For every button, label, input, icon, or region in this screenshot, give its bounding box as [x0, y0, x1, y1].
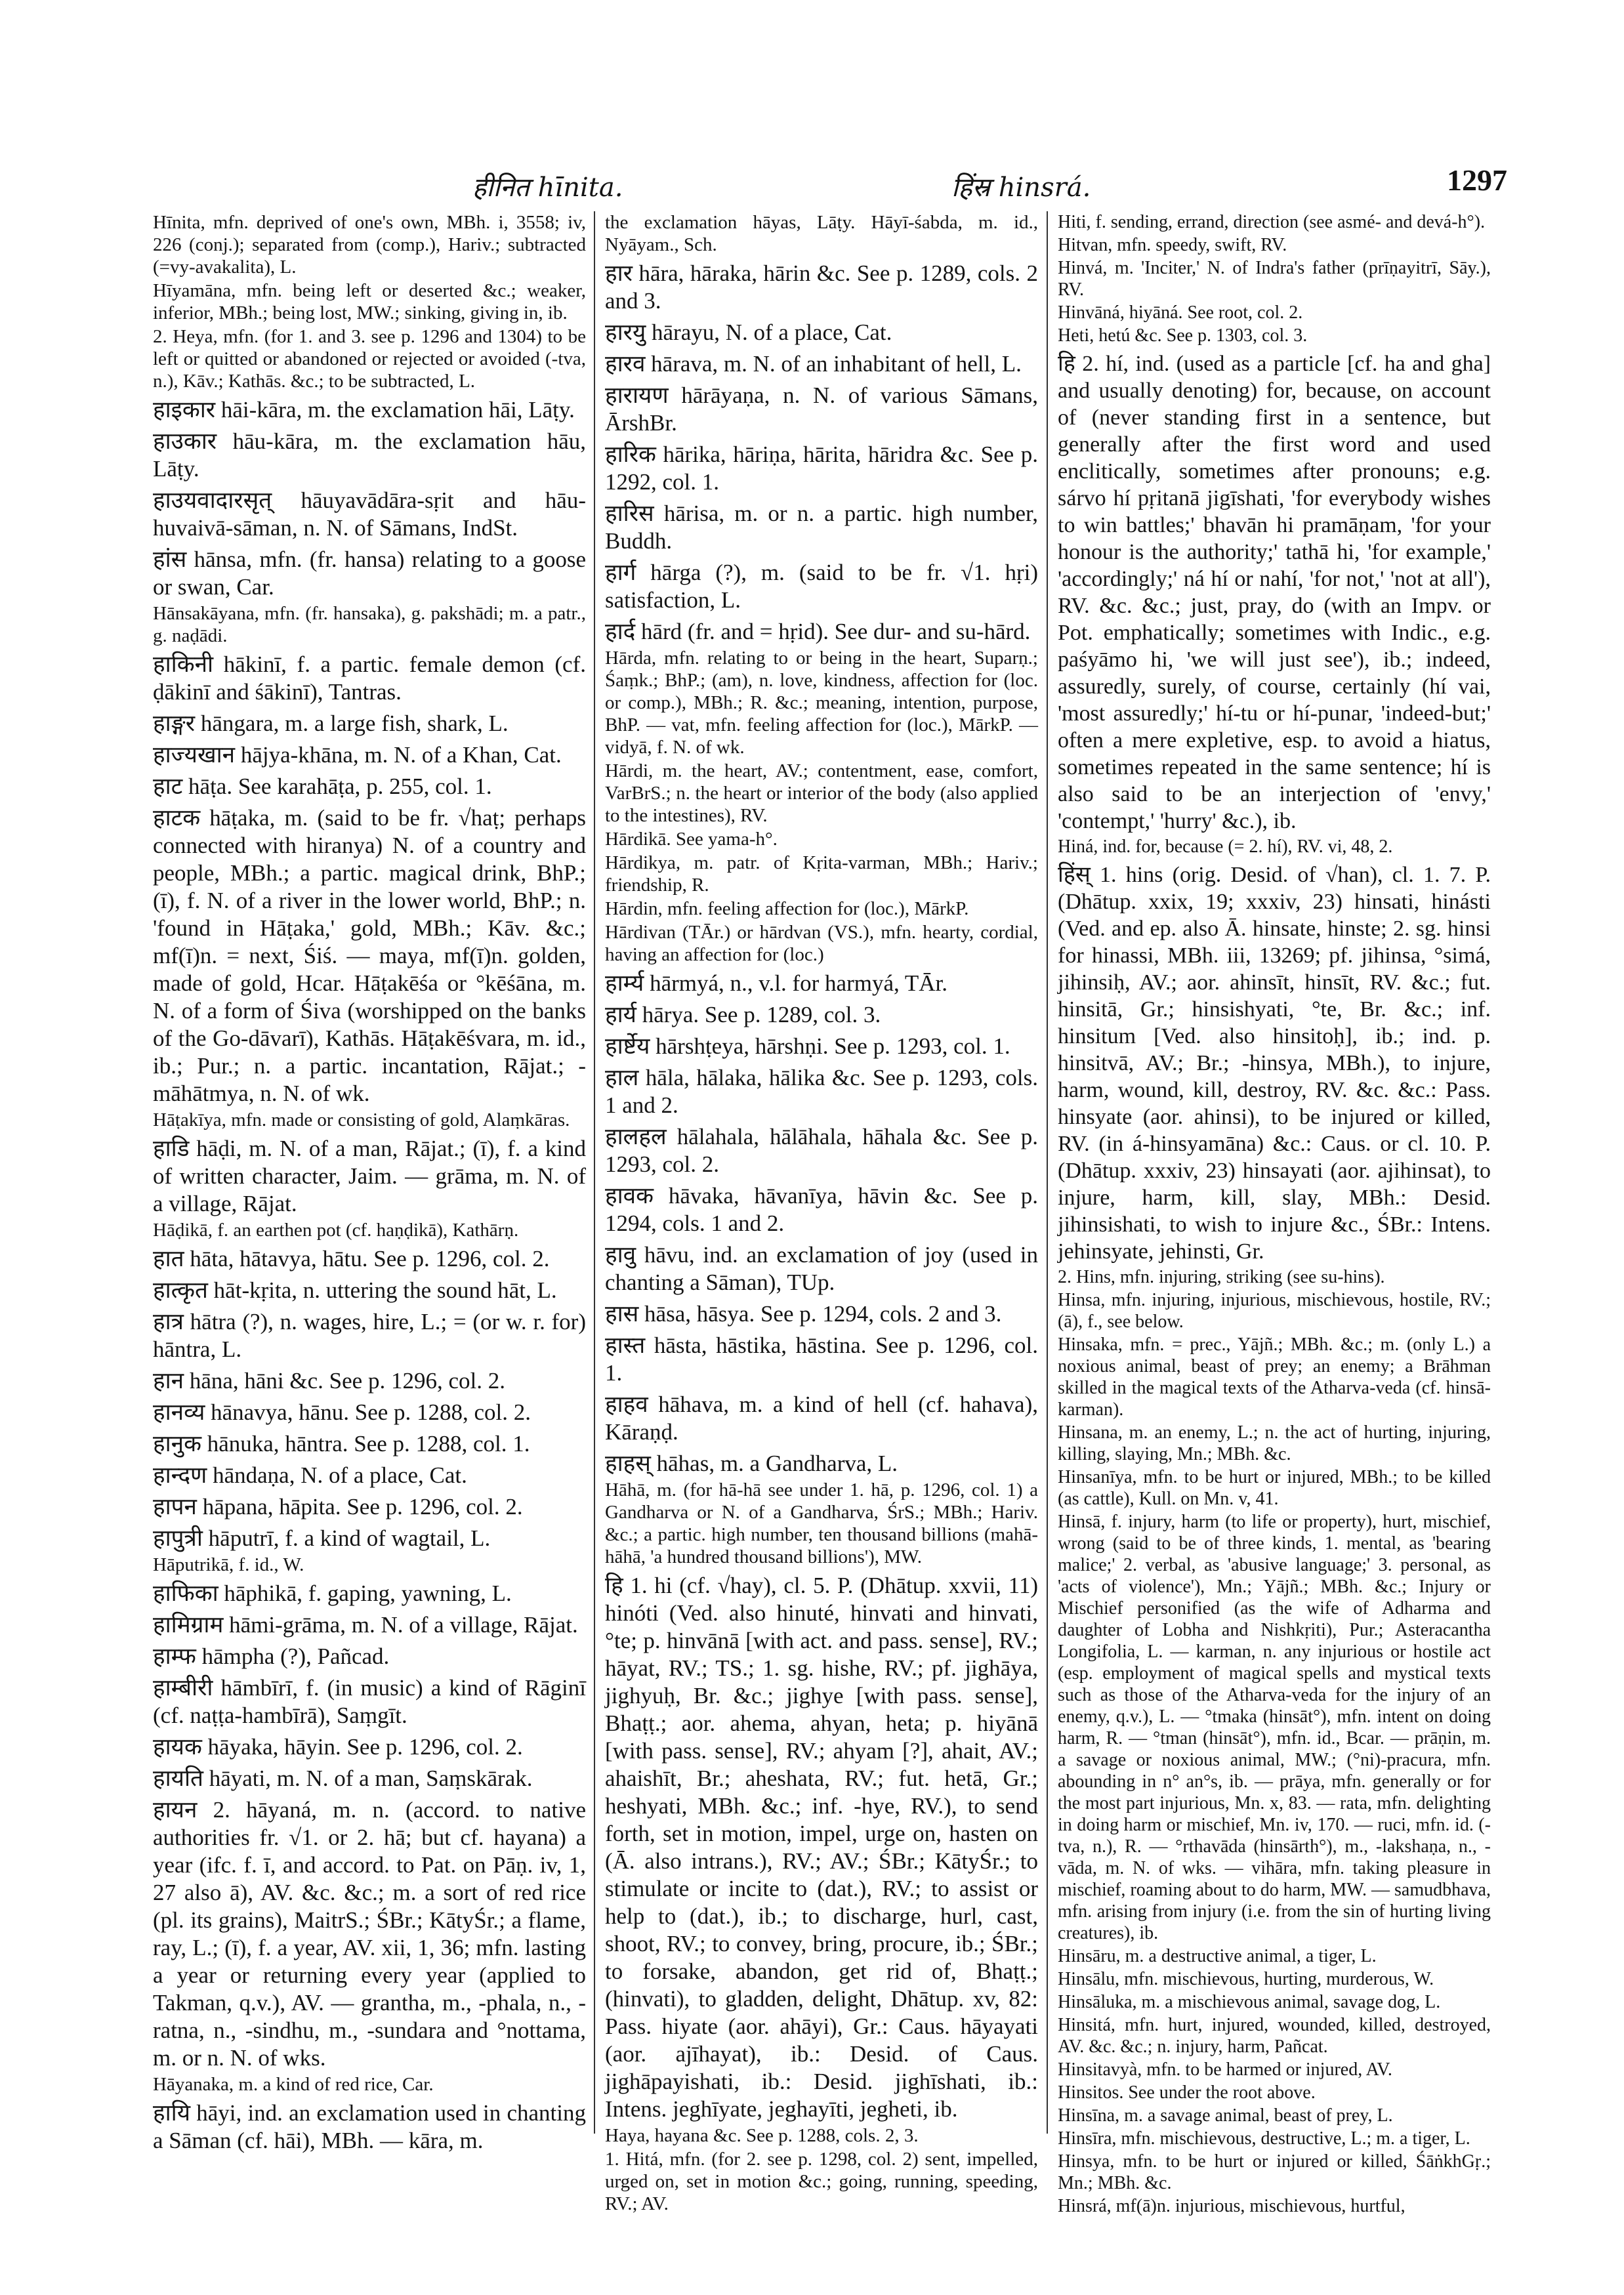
dictionary-entry: हाङ्गर hāngara, m. a large fish, shark, L.	[153, 711, 509, 736]
dictionary-entry: हार्ष्टेय hārshṭeya, hārshṇi. See p. 1293, col. 1.	[605, 1033, 1010, 1059]
dictionary-entry: हानुक hānuka, hāntra. See p. 1288, col. 1.	[153, 1431, 530, 1457]
dictionary-entry: हांस hānsa, mfn. (fr. hansa) relating to a goose or swan, Car.	[153, 547, 586, 600]
dictionary-entry: Hinsāru, m. a destructive animal, a tiger, L.	[1058, 1946, 1377, 1966]
dictionary-entry: Hārdikya, m. patr. of Kṛita-varman, MBh.; Hariv.; friendship, R.	[605, 852, 1038, 896]
dictionary-entry: Hinsā, f. injury, harm (to life or property), hurt, mischief, wrong (said to be of three kinds, 1. mental, as 'bearing malice;' 2. verbal, as 'abusive language;' 3. personal, as 'acts of violence'), Mn.; Yājñ.; MBh. &c.; Injury or Mischief personified (as the wife of Adharma and daughter of Lobha and Nishkṛiti), Pur.; Asteracantha Longifolia, L. — karman, n. any injurious or hostile act (esp. employment of magical spells and mystical texts such as those of the Atharva-veda for the injury of an enemy, q.v.), L. — °tmaka (hinsāt°), mfn. intent on doing harm, R. — °tman (hinsāt°), mfn. id., Bcar. — prāṇin, m. a savage or noxious animal, MW.; (°ni)-pracura, mfn. abounding in n° an°s, ib. — prāya, mfn. generally or for the most part injurious, Mn. x, 83. — rata, mfn. delighting in doing harm or mischief, Mn. iv, 170. — ruci, mfn. id. (-tva, n.), R. — °rthavāda (hinsārth°), m., -lakshaṇa, n., -vāda, m. N. of wks. — vihāra, mfn. taking pleasure in mischief, roaming about to do harm, MW. — samudbhava, mfn. arising from injury (i.e. from the sin of hurting living creatures), ib.	[1058, 1512, 1491, 1943]
dictionary-entry: हास्त hāsta, hāstika, hāstina. See p. 1296, col. 1.	[605, 1333, 1038, 1386]
dictionary-entry: हार्म्य hārmyá, n., v.l. for harmyá, TĀr.	[605, 970, 947, 996]
dictionary-entry: हाम्बीरी hāmbīrī, f. (in music) a kind of Rāginī (cf. naṭṭa-hambīrā), Saṃgīt.	[153, 1675, 586, 1728]
dictionary-entry: Hārdivan (TĀr.) or hārdvan (VS.), mfn. hearty, cordial, having an affection for (loc.)	[605, 922, 1038, 965]
dictionary-entry: हाल hāla, hālaka, hālika &c. See p. 1293, cols. 1 and 2.	[605, 1065, 1038, 1118]
dictionary-entry: हालहल hālahala, hālāhala, hāhala &c. See p. 1293, col. 2.	[605, 1124, 1038, 1177]
dictionary-entry: हाट hāṭa. See karahāṭa, p. 255, col. 1.	[153, 774, 492, 799]
dictionary-entry: Hinsrá, mf(ā)n. injurious, mischievous, hurtful,	[1058, 2196, 1405, 2216]
dictionary-entry: हायक hāyaka, hāyin. See p. 1296, col. 2.	[153, 1734, 523, 1760]
dictionary-entry: Hinsāluka, m. a mischievous animal, savage dog, L.	[1058, 1992, 1441, 2012]
dictionary-entry: Hinsālu, mfn. mischievous, hurting, murderous, W.	[1058, 1969, 1434, 1989]
dictionary-entry: 2. Hins, mfn. injuring, striking (see su-hins).	[1058, 1267, 1385, 1287]
dictionary-entry: हाउकार hāu-kāra, m. the exclamation hāu, Lāṭy.	[153, 428, 586, 482]
dictionary-entry: Hinsīna, m. a savage animal, beast of prey, L.	[1058, 2105, 1393, 2126]
dictionary-entry: Hinsanīya, mfn. to be hurt or injured, MBh.; to be killed (as cattle), Kull. on Mn. v, 41.	[1058, 1467, 1491, 1509]
dictionary-entry: हाकिनी hākinī, f. a partic. female demon (cf. ḍākinī and śākinī), Tantras.	[153, 651, 586, 705]
dictionary-entry: Hinsa, mfn. injuring, injurious, mischievous, hostile, RV.; (ā), f., see below.	[1058, 1290, 1491, 1332]
dictionary-entry: हात्र hātra (?), n. wages, hire, L.; = (or w. r. for) hāntra, L.	[153, 1309, 586, 1362]
dictionary-entry: Hārdin, mfn. feeling affection for (loc.), MārkP.	[605, 898, 969, 919]
column-3	[1058, 211, 1491, 2218]
dictionary-entry: Hāṭakīya, mfn. made or consisting of gold, Alaṃkāras.	[153, 1109, 570, 1130]
dictionary-entry: Haya, hayana &c. See p. 1288, cols. 2, 3.	[605, 2125, 919, 2146]
dictionary-entry: Hāhā, m. (for hā-hā see under 1. hā, p. 1296, col. 1) a Gandharva or N. of a Gandharva, ŚrS.; MBh.; Hariv. &c.; a partic. high number, ten thousand billions (mahā-hāhā, 'a hundred thousand billions'), MW.	[605, 1479, 1038, 1567]
column-divider	[594, 211, 595, 2134]
dictionary-entry: हाहव hāhava, m. a kind of hell (cf. hahava), Kāraṇḍ.	[605, 1392, 1038, 1445]
dictionary-entry: हाफिका hāphikā, f. gaping, yawning, L.	[153, 1581, 512, 1606]
dictionary-entry: Hitvan, mfn. speedy, swift, RV.	[1058, 235, 1287, 255]
dictionary-entry: हायति hāyati, m. N. of a man, Saṃskārak.	[153, 1766, 533, 1791]
dictionary-entry: 2. Heya, mfn. (for 1. and 3. see p. 1296 and 1304) to be left or quitted or abandoned or rejected or avoided (-tva, n.), Kāv.; Kathās. &c.; to be subtracted, L.	[153, 326, 586, 392]
dictionary-entry: Hinvá, m. 'Inciter,' N. of Indra's father (prīṇayitrī, Sāy.), RV.	[1058, 258, 1491, 300]
dictionary-entry: हिंस् 1. hins (orig. Desid. of √han), cl. 1. 7. P. (Dhātup. xxix, 19; xxxiv, 23) hinsati, hinásti (Ved. and ep. also Ā. hinsate, hinste; 2. sg. hinsi for hinassi, MBh. iii, 13269; pf. jihinsa, °simá, jihinsiḥ, AV.; aor. ahinsīt, hinsīt, RV. &c.; fut. hinsitā, Gr.; hinsishyati, °te, Br. &c.; inf. hinsitum [Ved. also hinsitoḥ], ib.; ind. p. hinsitvā, AV.; Br.; -hinsya, MBh.), to injure, harm, wound, kill, destroy, RV. &c. &c.: Pass. hinsyate (aor. ahinsi), to be injured or killed, RV. (in á-hinsyamāna) &c.: Caus. or cl. 10. P. (Dhātup. xxxiv, 23) hinsayati (aor. ajihinsat), to injure, harm, kill, slay, MBh.: Desid. jihinsishati, to wish to injure &c., ŚBr.: Intens. jehinsyate, jehinsti, Gr.	[1058, 863, 1491, 1264]
dictionary-entry: हार्ग hārga (?), m. (said to be fr. √1. hṛi) satisfaction, L.	[605, 560, 1038, 613]
dictionary-entry: हारिस hārisa, m. or n. a partic. high number, Buddh.	[605, 501, 1038, 554]
dictionary-entry: Hinsīra, mfn. mischievous, destructive, L.; m. a tiger, L.	[1058, 2128, 1470, 2149]
dictionary-entry: हि 2. hí, ind. (used as a particle [cf. ha and gha] and usually denoting) for, because, on account of (never standing first in a sentence, but generally after the first word and used enclitically, sometimes after pronouns; e.g. sárvo hí pṛitanā jigīshati, 'for everybody wishes to win battles;' bhavān hi pramāṇam, 'for your honour is the authority;' tathā hi, 'for example,' 'accordingly;' ná hí or nahí, 'for not,' 'not at all'), RV. &c. &c.; just, pray, do (with an Impv. or Pot. emphatically; sometimes with Indic., e.g. paśyāmo hi, 'we will just see'), ib.; indeed, assuredly, surely, of course, certainly (hí vai, 'most assuredly;' hí-tu or hí-punar, 'indeed-but;' often a mere expletive, esp. to avoid a hiatus, sometimes repeated in the same sentence; hí is also said to be an interjection of 'envy,' 'contempt,' 'hurry' &c.), ib.	[1058, 352, 1491, 833]
dictionary-entry: Hiná, ind. for, because (= 2. hí), RV. vi, 48, 2.	[1058, 837, 1393, 857]
dictionary-entry: हावु hāvu, ind. an exclamation of joy (used in chanting a Sāman), TUp.	[605, 1242, 1038, 1295]
dictionary-entry: हायन 2. hāyaná, m. n. (accord. to native authorities fr. √1. or 2. hā; but cf. hayana) a year (ifc. f. ī, and accord. to Pat. on Pāṇ. iv, 1, 27 also ā), AV. &c. &c.; m. a sort of red rice (pl. its grains), MaitrS.; ŚBr.; KātyŚr.; a flame, ray, L.; (ī), f. a year, AV. xii, 1, 36; mfn. lasting a year or returning every year (applied to Takman, q.v.), AV. — grantha, m., -phala, n., -ratna, n., -sindhu, m., -sundara and °nottama, m. or n. N. of wks.	[153, 1797, 586, 2071]
dictionary-entry: हात्कृत hāt-kṛita, n. uttering the sound hāt, L.	[153, 1277, 557, 1303]
page-number: 1297	[1447, 163, 1507, 197]
dictionary-entry: हारायण hārāyaṇa, n. N. of various Sāmans, ĀrshBr.	[605, 382, 1038, 436]
dictionary-entry: हाउयवादारसृत् hāuyavādāra-sṛit and hāu-huvaivā-sāman, n. N. of Sāmans, IndSt.	[153, 487, 586, 541]
dictionary-entry: हारिक hārika, hāriṇa, hārita, hāridra &c. See p. 1292, col. 1.	[605, 442, 1038, 495]
dictionary-entry: Hinsitos. See under the root above.	[1058, 2082, 1316, 2103]
dictionary-entry: हारव hārava, m. N. of an inhabitant of hell, L.	[605, 351, 1022, 377]
dictionary-entry: Hiti, f. sending, errand, direction (see asmé- and devá-h°).	[1058, 212, 1486, 232]
dictionary-entry: हामिग्राम hāmi-grāma, m. N. of a village, Rājat.	[153, 1612, 578, 1638]
dictionary-entry: हाज्यखान hājya-khāna, m. N. of a Khan, Cat.	[153, 742, 562, 768]
dictionary-entry: 1. Hitá, mfn. (for 2. see p. 1298, col. 2) sent, impelled, urged on, set in motion &c.; going, running, speeding, RV.; AV.	[605, 2149, 1038, 2214]
dictionary-entry: हास hāsa, hāsya. See p. 1294, cols. 2 and 3.	[605, 1301, 1002, 1327]
left-headword: हीनित hīnita.	[472, 173, 623, 203]
dictionary-entry: the exclamation hāyas, Lāṭy. Hāyī-śabda, m. id., Nyāyam., Sch.	[605, 212, 1038, 255]
dictionary-entry: हान्दण hāndaṇa, N. of a place, Cat.	[153, 1462, 467, 1488]
dictionary-entry: Hānsakāyana, mfn. (fr. hansaka), g. pakshādi; m. a patr., g. naḍādi.	[153, 603, 586, 646]
column-1	[153, 211, 586, 2156]
running-header	[0, 0, 1624, 98]
dictionary-entry: हापन hāpana, hāpita. See p. 1296, col. 2.	[153, 1494, 523, 1520]
dictionary-entry: हानव्य hānavya, hānu. See p. 1288, col. 2.	[153, 1399, 531, 1425]
dictionary-entry: Hinsaka, mfn. = prec., Yājñ.; MBh. &c.; m. (only L.) a noxious animal, beast of prey; an enemy; a Brāhman skilled in the magical texts of the Atharva-veda (cf. hinsā-karman).	[1058, 1334, 1491, 1420]
dictionary-entry: Hāḍikā, f. an earthen pot (cf. haṇḍikā), Kathārṇ.	[153, 1220, 519, 1241]
dictionary-entry: हापुत्री hāputrī, f. a kind of wagtail, L.	[153, 1525, 491, 1551]
dictionary-entry: हान hāna, hāni &c. See p. 1296, col. 2.	[153, 1368, 505, 1394]
dictionary-entry: हात hāta, hātavya, hātu. See p. 1296, col. 2.	[153, 1246, 550, 1272]
dictionary-entry: Heti, hetú &c. See p. 1303, col. 3.	[1058, 325, 1308, 346]
dictionary-entry: Hārdikā. See yama-h°.	[605, 829, 778, 850]
dictionary-entry: Hīyamāna, mfn. being left or deserted &c.; weaker, inferior, MBh.; being lost, MW.; sinking, giving in, ib.	[153, 280, 586, 323]
dictionary-entry: Hīnita, mfn. deprived of one's own, MBh. i, 3558; iv, 226 (conj.); separated from (comp.), Hariv.; subtracted (=vy-avakalita), L.	[153, 212, 586, 278]
dictionary-entry: हायि hāyi, ind. an exclamation used in chanting a Sāman (cf. hāi), MBh. — kāra, m.	[153, 2100, 586, 2153]
column-divider	[1047, 211, 1048, 2134]
dictionary-entry: हाहस् hāhas, m. a Gandharva, L.	[605, 1451, 898, 1476]
dictionary-entry: Hāyanaka, m. a kind of red rice, Car.	[153, 2074, 434, 2095]
dictionary-entry: Hinvāná, hiyāná. See root, col. 2.	[1058, 302, 1303, 323]
dictionary-entry: Hinsana, m. an enemy, L.; n. the act of hurting, injuring, killing, slaying, Mn.; MBh. &c.	[1058, 1422, 1491, 1464]
dictionary-entry: Hārda, mfn. relating to or being in the heart, Suparṇ.; Śaṃk.; BhP.; (am), n. love, kindness, affection for (loc. or comp.), MBh.; R. &c.; meaning, intention, purpose, BhP. — vat, mfn. feeling affection for (loc.), MārkP. — vidyā, f. N. of wk.	[605, 648, 1038, 758]
dictionary-entry: हार्य hārya. See p. 1289, col. 3.	[605, 1002, 881, 1027]
center-headword: हिंस्र hinsrá.	[951, 173, 1091, 203]
dictionary-entry: हि 1. hi (cf. √hay), cl. 5. P. (Dhātup. xxvii, 11) hinóti (Ved. also hinuté, hinvati and hinvati, °te; p. hinvānā [with act. and pass. sense], RV.; hāyat, RV.; TS.; 1. sg. hishe, RV.; pf. jighāya, jighyuḥ, Br. &c.; jighye [with pass. sense], Bhaṭṭ.; aor. ahema, ahyan, heta; p. hiyānā [with pass. sense], RV.; ahyam [?], ahait, AV.; ahaishīt, Br.; aheshata, RV.; fut. hetā, Gr.; heshyati, MBh. &c.; inf. -hye, RV.), to send forth, set in motion, impel, urge on, hasten on (Ā. also intrans.), RV.; AV.; ŚBr.; KātyŚr.; to stimulate or incite to (dat.), RV.; to assist or help to (dat.), ib.; to discharge, hurl, cast, shoot, RV.; to convey, bring, procure, ib.; ŚBr.; to forsake, abandon, get rid of, Bhaṭṭ.; (hinvati), to gladden, delight, Dhātup. xv, 82: Pass. hiyate (aor. ahāyi), Gr.: Caus. hāyayati (aor. ajīhayat), ib.: Desid. of Caus. jighāpayishati, ib.: Desid. jighīshati, ib.: Intens. jeghīyate, jeghayīti, jegheti, ib.	[605, 1573, 1038, 2122]
dictionary-entry: हार hāra, hāraka, hārin &c. See p. 1289, cols. 2 and 3.	[605, 260, 1038, 314]
dictionary-entry: Hinsitá, mfn. hurt, injured, wounded, killed, destroyed, AV. &c. &c.; n. injury, harm, Pañcat.	[1058, 2015, 1491, 2057]
dictionary-entry: हाइकार hāi-kāra, m. the exclamation hāi, Lāṭy.	[153, 397, 575, 423]
dictionary-entry: Hinsya, mfn. to be hurt or injured or killed, ŚāṅkhGṛ.; Mn.; MBh. &c.	[1058, 2151, 1491, 2193]
dictionary-entry: हाडि hāḍi, m. N. of a man, Rājat.; (ī), f. a kind of written character, Jaim. — grāma, m. N. of a village, Rājat.	[153, 1136, 586, 1216]
column-2	[605, 211, 1038, 2216]
dictionary-entry: हार्द hārd (fr. and = hṛid). See dur- and su-hārd.	[605, 619, 1031, 644]
dictionary-entry: हाटक hāṭaka, m. (said to be fr. √haṭ; perhaps connected with hiranya) N. of a country and people, MBh.; a partic. magical drink, BhP.; (ī), f. N. of a river in the lower world, BhP.; n. 'found in Hāṭaka,' gold, MBh.; Kāv. &c.; mf(ī)n. = next, Śiś. — maya, mf(ī)n. golden, made of gold, Hcar. Hāṭakēśa or °kēśāna, m. N. of a form of Śiva (worshipped on the banks of the Go-dāvarī), Kathās. Hāṭakēśvara, m. id., ib.; Pur.; n. a partic. incantation, Rājat.; -māhātmya, n. N. of wk.	[153, 805, 586, 1106]
dictionary-entry: हारयु hārayu, N. of a place, Cat.	[605, 320, 892, 345]
dictionary-entry: Hāputrikā, f. id., W.	[153, 1554, 304, 1575]
dictionary-entry: Hārdi, m. the heart, AV.; contentment, ease, comfort, VarBrS.; n. the heart or interior of the body (also applied to the intestines), RV.	[605, 760, 1038, 826]
dictionary-entry: Hinsitavyà, mfn. to be harmed or injured, AV.	[1058, 2059, 1392, 2080]
dictionary-entry: हाम्फ hāmpha (?), Pañcad.	[153, 1644, 390, 1669]
dictionary-entry: हावक hāvaka, hāvanīya, hāvin &c. See p. 1294, cols. 1 and 2.	[605, 1183, 1038, 1236]
